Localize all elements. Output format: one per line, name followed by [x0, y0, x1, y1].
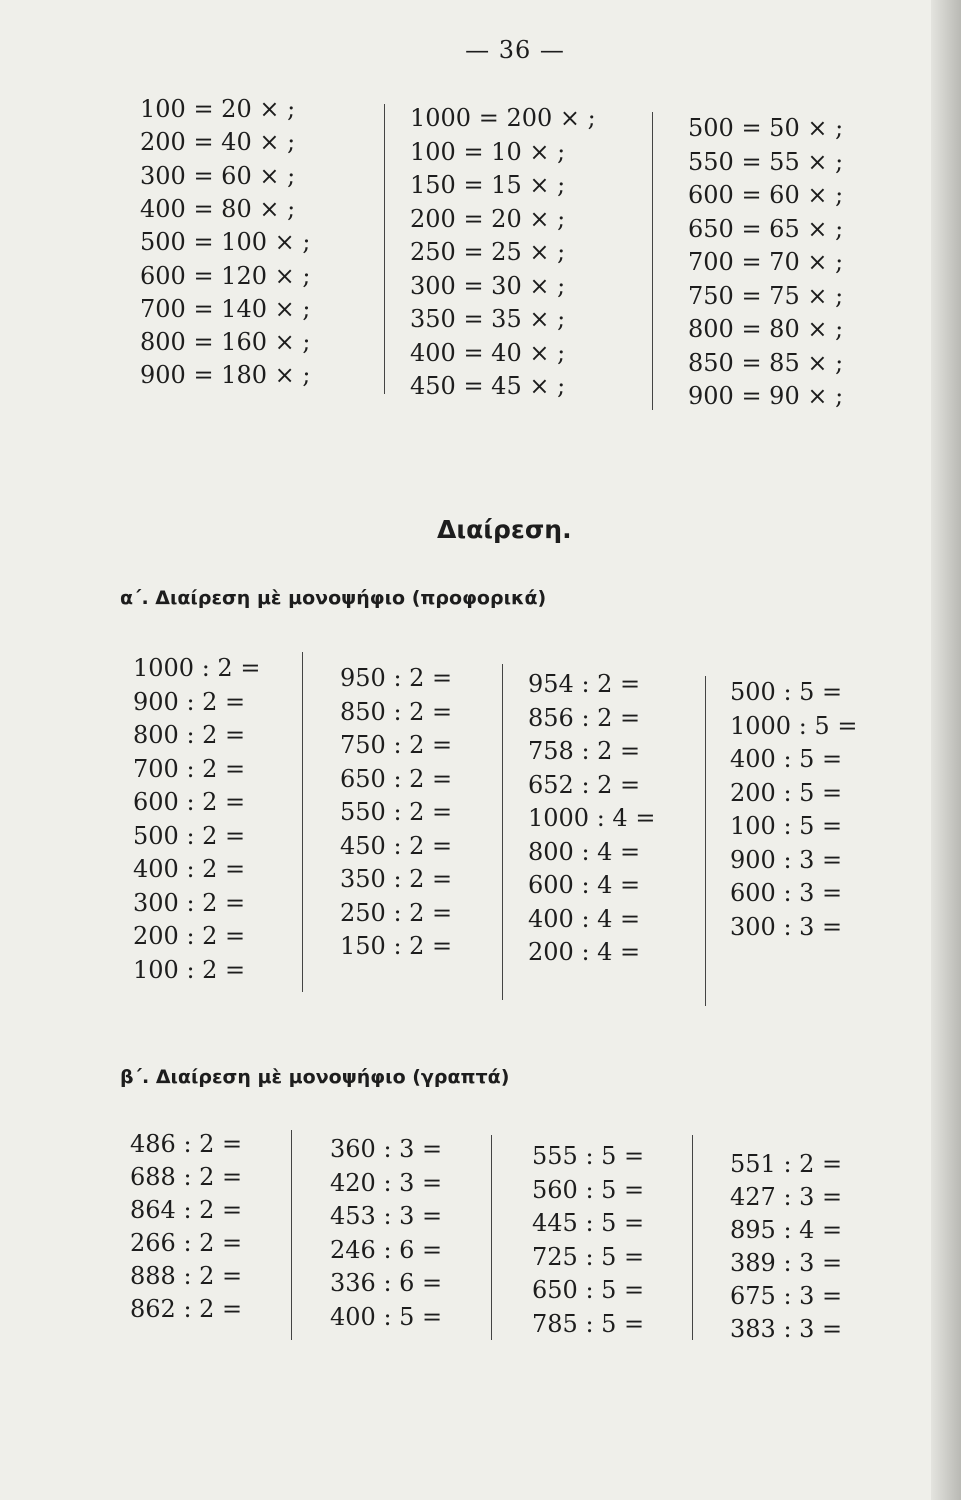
equation: 360 : 3 = [330, 1135, 443, 1163]
equation: 750 = 75 × ; [688, 281, 844, 310]
equation: 550 : 2 = [340, 798, 453, 826]
equation: 150 : 2 = [340, 932, 453, 960]
equation: 856 : 2 = [528, 703, 641, 732]
equation: 725 : 5 = [532, 1242, 645, 1271]
equation: 200 : 4 = [528, 938, 641, 966]
equation: 450 = 45 × ; [410, 372, 566, 400]
equation: 100 : 2 = [133, 955, 246, 984]
page-edge-shadow [931, 0, 961, 1500]
equation: 427 : 3 = [730, 1183, 843, 1211]
equation: 500 = 50 × ; [688, 114, 844, 142]
equation: 675 : 3 = [730, 1282, 843, 1310]
equation: 445 : 5 = [532, 1209, 645, 1237]
equation: 652 : 2 = [528, 770, 641, 799]
equation: 389 : 3 = [730, 1249, 843, 1277]
equation: 200 = 40 × ; [140, 128, 296, 157]
division-title: Διαίρεση. [437, 515, 572, 544]
equation: 400 : 5 = [730, 745, 843, 773]
equation: 895 : 4 = [730, 1216, 843, 1244]
equation: 246 : 6 = [330, 1235, 443, 1264]
equation: 785 : 5 = [532, 1309, 645, 1338]
column-divider [291, 1130, 292, 1340]
equation: 300 : 3 = [730, 912, 843, 941]
equation: 300 = 30 × ; [410, 271, 566, 300]
equation: 200 : 5 = [730, 778, 843, 807]
equation: 900 = 180 × ; [140, 361, 311, 390]
equation: 300 = 60 × ; [140, 161, 296, 190]
equation: 450 : 2 = [340, 831, 453, 860]
equation: 400 : 4 = [528, 904, 641, 933]
equation: 100 = 10 × ; [410, 137, 566, 166]
equation: 950 : 2 = [340, 664, 453, 692]
equation: 900 = 90 × ; [688, 382, 844, 410]
equation: 400 = 80 × ; [140, 194, 296, 223]
column-divider [652, 112, 653, 410]
equation: 600 : 2 = [133, 788, 246, 816]
equation: 350 : 2 = [340, 865, 453, 893]
equation: 500 : 2 = [133, 821, 246, 850]
equation: 700 = 140 × ; [140, 294, 311, 323]
page-number: — 36 — [465, 36, 565, 64]
equation: 900 : 2 = [133, 687, 246, 716]
equation: 400 = 40 × ; [410, 338, 566, 367]
column-divider [491, 1135, 492, 1340]
equation: 900 : 3 = [730, 845, 843, 874]
equation: 600 : 4 = [528, 871, 641, 899]
equation: 500 : 5 = [730, 678, 843, 706]
equation: 800 : 2 = [133, 721, 246, 749]
equation: 954 : 2 = [528, 670, 641, 698]
equation: 400 : 5 = [330, 1302, 443, 1331]
equation: 350 = 35 × ; [410, 305, 566, 333]
equation: 100 = 20 × ; [140, 95, 296, 123]
equation: 862 : 2 = [130, 1295, 243, 1323]
equation: 800 = 160 × ; [140, 328, 311, 357]
equation: 250 = 25 × ; [410, 238, 566, 266]
equation: 850 : 2 = [340, 697, 453, 726]
equation: 500 = 100 × ; [140, 228, 311, 257]
equation: 850 = 85 × ; [688, 348, 844, 377]
equation: 650 : 5 = [532, 1276, 645, 1304]
equation: 336 : 6 = [330, 1269, 443, 1297]
equation: 300 : 2 = [133, 888, 246, 917]
equation: 600 = 60 × ; [688, 181, 844, 209]
equation: 250 : 2 = [340, 898, 453, 927]
equation: 864 : 2 = [130, 1196, 243, 1224]
equation: 600 = 120 × ; [140, 261, 311, 290]
equation: 750 : 2 = [340, 731, 453, 759]
column-divider [705, 676, 706, 1006]
equation: 400 : 2 = [133, 855, 246, 883]
column-divider [692, 1135, 693, 1340]
equation: 1000 : 4 = [528, 804, 656, 832]
equation: 560 : 5 = [532, 1175, 645, 1204]
column-divider [502, 664, 503, 1000]
equation: 555 : 5 = [532, 1142, 645, 1170]
equation: 650 = 65 × ; [688, 214, 844, 243]
equation: 1000 : 2 = [133, 654, 261, 682]
equation: 600 : 3 = [730, 879, 843, 907]
column-divider [384, 104, 385, 394]
equation: 650 : 2 = [340, 764, 453, 793]
column-divider [302, 652, 303, 992]
equation: 800 = 80 × ; [688, 315, 844, 343]
equation: 758 : 2 = [528, 737, 641, 765]
equation: 420 : 3 = [330, 1168, 443, 1197]
equation: 1000 = 200 × ; [410, 104, 596, 132]
equation: 486 : 2 = [130, 1130, 243, 1158]
equation: 150 = 15 × ; [410, 171, 566, 199]
equation: 100 : 5 = [730, 812, 843, 840]
equation: 700 = 70 × ; [688, 248, 844, 276]
oral-division-heading: α΄. Διαίρεση μὲ μονοψήφιο (προφορικά) [120, 587, 547, 609]
written-division-heading: β΄. Διαίρεση μὲ μονοψήφιο (γραπτά) [120, 1066, 510, 1088]
equation: 888 : 2 = [130, 1262, 243, 1290]
equation: 200 = 20 × ; [410, 204, 566, 233]
equation: 551 : 2 = [730, 1150, 843, 1178]
equation: 800 : 4 = [528, 837, 641, 866]
equation: 453 : 3 = [330, 1202, 443, 1230]
equation: 700 : 2 = [133, 754, 246, 783]
equation: 1000 : 5 = [730, 711, 858, 740]
equation: 550 = 55 × ; [688, 147, 844, 176]
equation: 688 : 2 = [130, 1163, 243, 1191]
equation: 266 : 2 = [130, 1229, 243, 1257]
equation: 383 : 3 = [730, 1315, 843, 1343]
equation: 200 : 2 = [133, 922, 246, 950]
